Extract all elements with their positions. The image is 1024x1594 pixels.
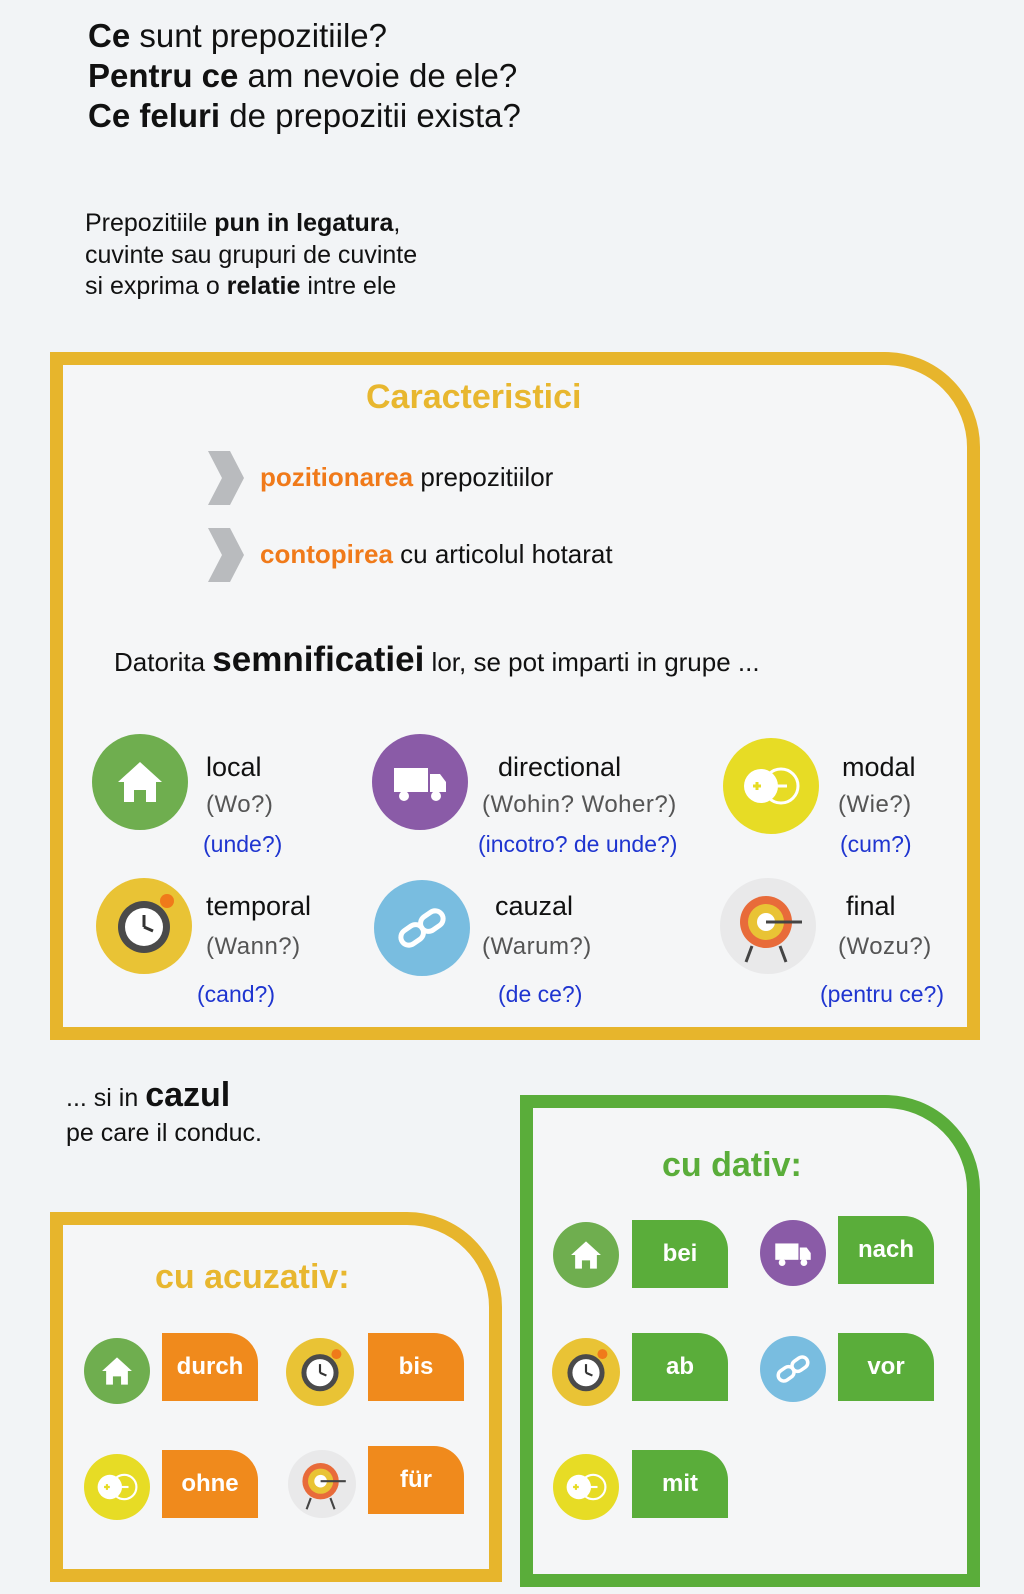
group-translation-modal: (cum?) (840, 831, 912, 857)
target-icon (288, 1450, 356, 1518)
preposition-tag-bis: bis (368, 1333, 464, 1401)
preposition-tag-bei: bei (632, 1220, 728, 1288)
question-line-2: Pentru ce am nevoie de ele? (88, 57, 518, 94)
clock-gear-icon (552, 1338, 620, 1406)
group-question-temporal: (Wann?) (206, 933, 301, 960)
meaning-sentence: Datorita semnificatiei lor, se pot imparti in grupe ... (114, 640, 760, 679)
group-question-local: (Wo?) (206, 791, 274, 818)
intro-line-3: si exprima o relatie intre ele (85, 272, 397, 300)
characteristic-item-positioning: pozitionarea prepozitiilor (260, 462, 554, 492)
group-translation-directional: (incotro? de unde?) (478, 831, 678, 857)
group-name-temporal: temporal (206, 891, 312, 921)
group-question-directional: (Wohin? Woher?) (482, 791, 677, 818)
preposition-tag-ohne: ohne (162, 1450, 258, 1518)
house-icon (553, 1222, 619, 1288)
group-name-modal: modal (842, 752, 916, 782)
preposition-tag-mit: mit (632, 1450, 728, 1518)
dative-title: cu dativ: (662, 1146, 802, 1184)
preposition-tag-nach: nach (838, 1216, 934, 1284)
chevron-right-icon (204, 447, 246, 509)
house-icon (92, 734, 188, 830)
target-icon (720, 878, 816, 974)
truck-icon (372, 734, 468, 830)
preposition-tag-fur: für (368, 1446, 464, 1514)
plus-minus-icon (553, 1454, 619, 1520)
chain-link-icon (760, 1336, 826, 1402)
group-question-cauzal: (Warum?) (482, 933, 592, 960)
intro-line-2: cuvinte sau grupuri de cuvinte (85, 241, 418, 269)
characteristic-item-merging: contopirea cu articolul hotarat (260, 539, 613, 569)
preposition-tag-ab: ab (632, 1333, 728, 1401)
intro-line-1: Prepozitiile pun in legatura, (85, 209, 401, 237)
plus-minus-icon (723, 738, 819, 834)
house-icon (84, 1338, 150, 1404)
question-line-3: Ce feluri de prepozitii exista? (88, 97, 521, 134)
group-question-modal: (Wie?) (838, 791, 912, 818)
group-translation-local: (unde?) (203, 831, 283, 857)
characteristics-title: Caracteristici (366, 378, 582, 416)
preposition-tag-durch: durch (162, 1333, 258, 1401)
group-name-final: final (846, 891, 896, 921)
chain-link-icon (374, 880, 470, 976)
preposition-tag-vor: vor (838, 1333, 934, 1401)
question-line-1: Ce sunt prepozitiile? (88, 17, 388, 54)
group-translation-cauzal: (de ce?) (498, 981, 583, 1007)
group-translation-final: (pentru ce?) (820, 981, 945, 1007)
group-question-final: (Wozu?) (838, 933, 932, 960)
case-intro-line-1: ... si in cazul (66, 1076, 231, 1114)
group-name-cauzal: cauzal (495, 891, 574, 921)
plus-minus-icon (84, 1454, 150, 1520)
accusative-title: cu acuzativ: (155, 1258, 350, 1296)
group-name-directional: directional (498, 752, 622, 782)
clock-gear-icon (286, 1338, 354, 1406)
case-intro-line-2: pe care il conduc. (66, 1119, 262, 1147)
chevron-right-icon (204, 524, 246, 586)
group-translation-temporal: (cand?) (197, 981, 275, 1007)
truck-icon (760, 1220, 826, 1286)
group-name-local: local (206, 752, 262, 782)
clock-gear-icon (96, 878, 192, 974)
